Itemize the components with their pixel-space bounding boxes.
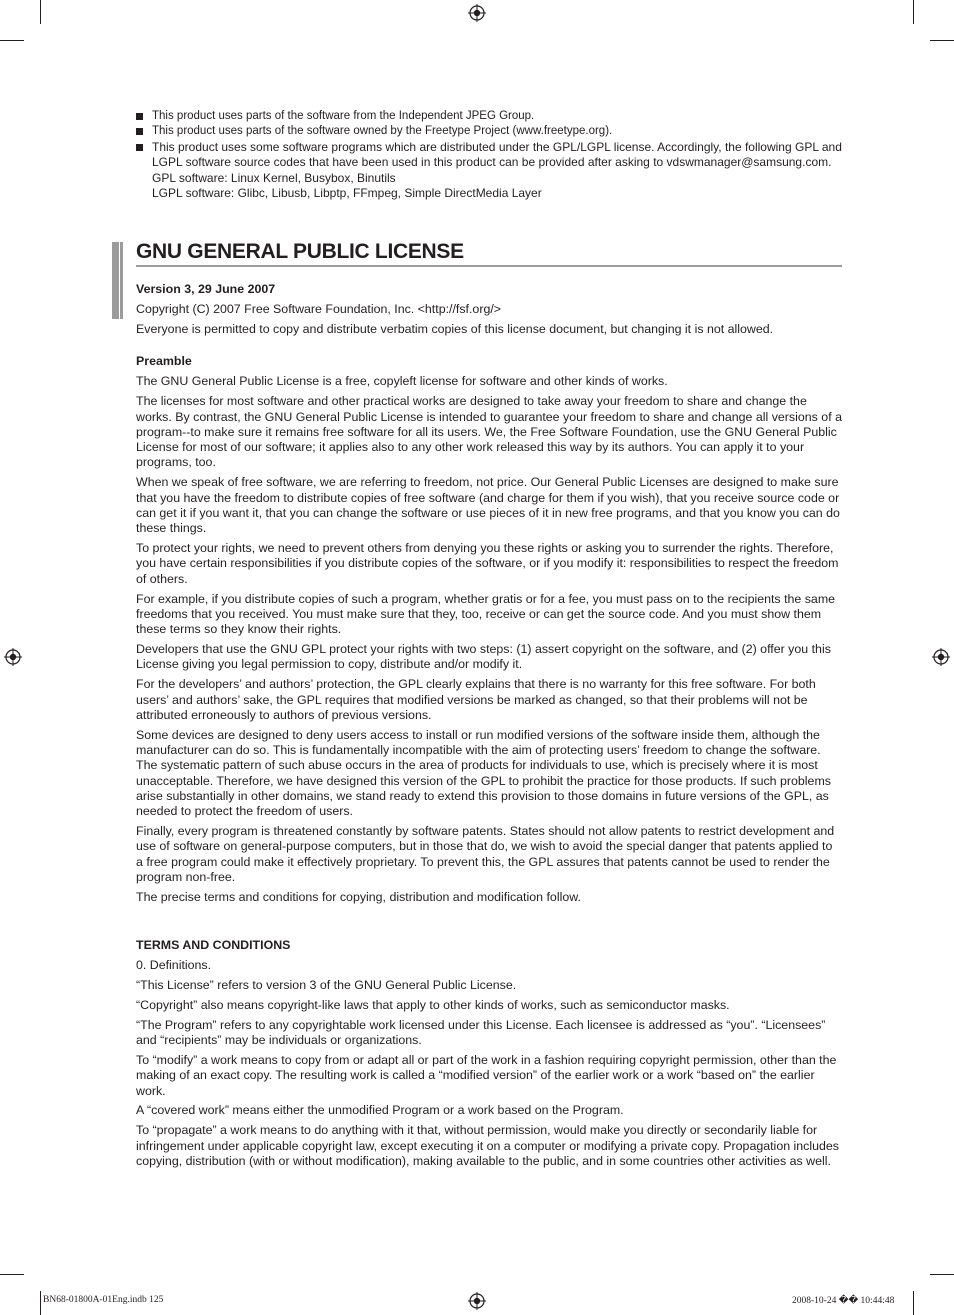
bullet-square-icon <box>136 144 143 151</box>
heading-accent-bar <box>112 242 119 319</box>
spacer <box>136 342 842 354</box>
paragraph: The precise terms and conditions for copying, distribution and modification follow. <box>136 889 581 904</box>
paragraph: The GNU General Public License is a free, copyleft license for software and other kinds of works. <box>136 374 668 389</box>
gpl-software-line: GPL software: Linux Kernel, Busybox, Binutils <box>152 170 396 185</box>
bullet-square-icon <box>136 128 143 135</box>
paragraph: “Copyright” also means copyright-like laws that apply to other kinds of works, such as semiconductor masks. <box>136 997 730 1012</box>
list-item-text: This product uses parts of the software from the Independent JPEG Group. <box>152 110 535 122</box>
footer-file-info: BN68-01800A-01Eng.indb 125 <box>43 1295 164 1305</box>
paragraph: A “covered work” means either the unmodified Program or a work based on the Program. <box>136 1103 624 1118</box>
list-item <box>136 140 842 202</box>
registration-mark-icon <box>4 648 22 666</box>
bullet-square-icon <box>136 113 143 120</box>
spacer <box>136 910 842 938</box>
registration-mark-icon <box>468 1292 486 1310</box>
crop-mark <box>40 0 41 24</box>
heading-accent-bar <box>120 242 123 319</box>
version-label: Version 3, 29 June 2007 <box>136 282 276 296</box>
list-item <box>136 124 842 139</box>
registration-mark-icon <box>468 4 486 22</box>
terms-heading: TERMS AND CONDITIONS <box>136 937 291 952</box>
copyright-line: Copyright (C) 2007 Free Software Foundation, Inc. <http://fsf.org/> <box>136 302 502 317</box>
paragraph: For the developers’ and authors’ protection, the GPL clearly explains that there is no warranty for this free software. For both users’ and authors’ sake, the GPL requires that modified versions be marked as changed, so that their problems will not be attributed erroneously to authors of previous versions. <box>136 677 816 722</box>
lgpl-software-line: LGPL software: Glibc, Libusb, Libptp, FFmpeg, Simple DirectMedia Layer <box>152 186 542 201</box>
software-notice-list <box>136 109 842 201</box>
list-item <box>136 109 842 124</box>
crop-mark <box>930 40 954 41</box>
list-item-text: This product uses some software programs which are distributed under the GPL/LGPL license. Accordingly, the following GPL and LGPL software source codes that have been used in this product can be provided after asking to vdswmanager@samsung.com. <box>152 139 842 170</box>
paragraph: To “modify” a work means to copy from or adapt all or part of the work in a fashion requiring copyright permission, other than the making of an exact copy. The resulting work is called a “modified version” of the earlier work or a work “based on” the earlier work. <box>136 1052 837 1098</box>
paragraph: “This License” refers to version 3 of the GNU General Public License. <box>136 978 517 992</box>
paragraph: To “propagate” a work means to do anything with it that, without permission, would make you directly or secondarily liable for infringement under applicable copyright law, except executing it on a computer or modifying a private copy. Propagation includes copying, distribution (with or without modification), making available to the public, and in some countries other activities as well. <box>136 1123 839 1168</box>
page-title: GNU GENERAL PUBLIC LICENSE <box>136 240 464 263</box>
preamble-heading: Preamble <box>136 354 192 369</box>
crop-mark <box>0 40 24 41</box>
paragraph: “The Program” refers to any copyrightable work licensed under this License. Each licensee is addressed as “you”. “Licensees” and “recipients” may be individuals or organizations. <box>136 1017 826 1048</box>
crop-mark <box>913 0 914 24</box>
crop-mark <box>40 1291 41 1315</box>
paragraph: For example, if you distribute copies of such a program, whether gratis or for a fee, you must pass on to the recipients the same freedoms that you received. You must make sure that they, too, receive or can get the source code. And you must show them these terms so they know their rights. <box>136 591 836 637</box>
paragraph: Developers that use the GNU GPL protect your rights with two steps: (1) assert copyright on the software, and (2) offer you this License giving you legal permission to copy, distribute and/or modify it. <box>136 642 831 672</box>
registration-mark-icon <box>932 648 950 666</box>
paragraph: The licenses for most software and other practical works are designed to take away your freedom to share and change the works. By contrast, the GNU General Public License is intended to guarantee your freedom to share and change all versions of a program--to make sure it remains free software for all its users. We, the Free Software Foundation, use the GNU General Public License for most of our software; it applies also to any other work released this way by its authors. You can apply it to your programs, too. <box>136 394 842 470</box>
permission-line: Everyone is permitted to copy and distribute verbatim copies of this license document, but changing it is not allowed. <box>136 322 774 337</box>
paragraph: Finally, every program is threatened constantly by software patents. States should not allow patents to restrict development and use of software on general-purpose computers, but in those that do, we wish to avoid the special danger that patents applied to a free program could make it effectively proprietary. To prevent this, the GPL assures that patents cannot be used to render the program non-free. <box>136 824 835 885</box>
license-body <box>136 282 842 1174</box>
list-item-text: This product uses parts of the software owned by the Freetype Project (www.freetype.org). <box>152 125 613 138</box>
paragraph: When we speak of free software, we are referring to freedom, not price. Our General Public Licenses are designed to make sure that you have the freedom to distribute copies of free software (and charge for them if you wish), that you receive source code or can get it if you want it, that you can change the software or use pieces of it in new free programs, and that you know you can do these things. <box>136 475 840 536</box>
crop-mark <box>930 1274 954 1275</box>
heading-divider <box>136 265 842 267</box>
paragraph: 0. Definitions. <box>136 958 212 973</box>
crop-mark <box>0 1274 24 1275</box>
footer-timestamp: 2008-10-24 �� 10:44:48 <box>792 1296 895 1306</box>
crop-mark <box>913 1291 914 1315</box>
paragraph: Some devices are designed to deny users access to install or run modified versions of the software inside them, although the manufacturer can do so. This is fundamentally incompatible with the aim of protecting users’ freedom to change the software. The systematic pattern of such abuse occurs in the area of products for individuals to use, which is precisely where it is most unacceptable. Therefore, we have designed this version of the GPL to prohibit the practice for those products. If such problems arise substantially in other domains, we stand ready to extend this provision to those domains in future versions of the GPL, as needed to protect the freedom of users. <box>136 727 831 819</box>
paragraph: To protect your rights, we need to prevent others from denying you these rights or asking you to surrender the rights. Therefore, you have certain responsibilities if you distribute copies of the software, or if you modify it: responsibilities to respect the freedom of others. <box>136 541 839 586</box>
